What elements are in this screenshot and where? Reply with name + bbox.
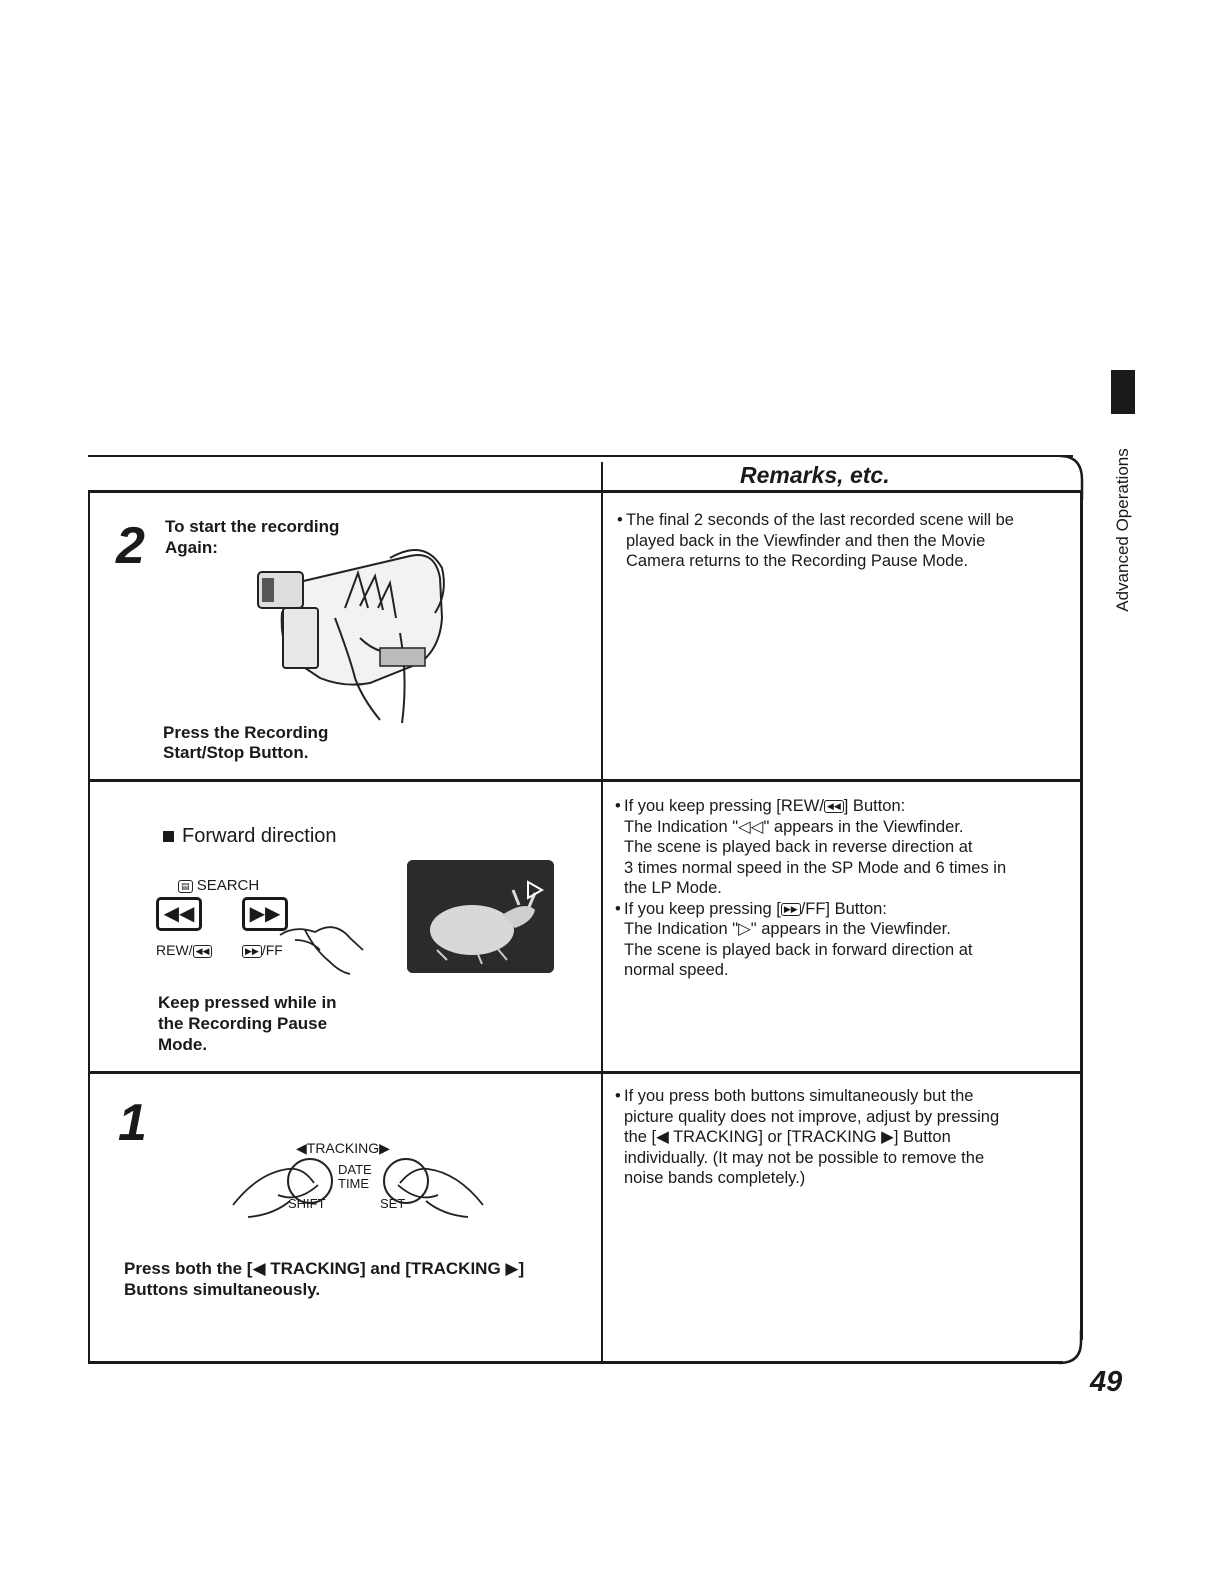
remark-line: normal speed. xyxy=(624,961,729,979)
square-bullet-icon xyxy=(163,831,174,842)
instruction-line-1: Press the Recording xyxy=(163,723,329,742)
section-tab-marker xyxy=(1111,370,1135,414)
date-label: DATE xyxy=(338,1162,372,1177)
rew-label: REW/ ◀◀ xyxy=(156,942,212,958)
search-icon: ◀◀ xyxy=(193,945,213,958)
rewind-icon: ◀◀ xyxy=(824,800,844,813)
row-divider-2 xyxy=(88,1071,1082,1074)
remark-line: 3 times normal speed in the SP Mode and 6 times in xyxy=(624,858,1007,877)
bullet: • xyxy=(615,797,621,815)
remark-line: The final 2 seconds of the last recorded scene will be xyxy=(626,511,1014,529)
shift-button-label[interactable]: SHIFT xyxy=(288,1196,326,1211)
instruction-line-2: Start/Stop Button. xyxy=(163,743,309,762)
forward-direction-heading: Forward direction xyxy=(163,825,337,848)
bullet: • xyxy=(615,1087,621,1105)
remark-line: picture quality does not improve, adjust by pressing xyxy=(624,1107,1000,1126)
rewind-icon: ◀◀ xyxy=(163,903,195,925)
search-icon: ▤ xyxy=(178,880,193,893)
bullet: • xyxy=(615,899,621,918)
remark-line: The scene is played back in forward direction at xyxy=(624,940,973,959)
remark-line: played back in the Viewfinder and then the Movie xyxy=(626,531,986,550)
remark-line: Camera returns to the Recording Pause Mode. xyxy=(626,552,969,570)
remark-line: individually. (It may not be possible to remove the xyxy=(624,1148,985,1167)
ff-label: ▶▶ /FF xyxy=(242,942,283,958)
step-title-line-2: Again: xyxy=(165,538,218,557)
camcorder-illustration xyxy=(250,538,460,723)
remark-line: The Indication "◁◁" appears in the Viewfinder. xyxy=(624,817,964,836)
page-number: 49 xyxy=(1090,1366,1123,1398)
search-icon: ▶▶ xyxy=(242,945,262,958)
row-divider-1 xyxy=(88,779,1082,782)
table-right-border xyxy=(1080,490,1083,1340)
table-right-corner-bottom xyxy=(1055,1330,1085,1366)
step-number-2: 2 xyxy=(116,517,145,575)
time-label: TIME xyxy=(338,1176,370,1191)
section-tab-label: Advanced Operations xyxy=(1113,448,1132,612)
remarks-header: Remarks, etc. xyxy=(740,462,890,488)
set-button-label[interactable]: SET xyxy=(380,1196,406,1211)
step-number-1: 1 xyxy=(118,1094,147,1152)
pressing-hand-icon xyxy=(275,910,370,980)
remark-line: The Indication "▷" appears in the Viewfinder. xyxy=(624,920,951,938)
column-divider xyxy=(601,462,603,1362)
step-title-line-1: To start the recording xyxy=(165,517,340,536)
table-bottom-rule xyxy=(88,1361,1063,1364)
remark-line: the LP Mode. xyxy=(624,879,722,897)
bullet: • xyxy=(617,511,623,529)
remark-line: the [◀ TRACKING] or [TRACKING ▶] Button xyxy=(624,1128,951,1146)
instruction-line-2: the Recording Pause xyxy=(158,1014,328,1033)
remark-row3: • If you press both buttons simultaneously but the picture quality does not improve, adjust by pressing the [◀ TRACKING] or [TRACKING ▶] Button individually. (It may not be possible to remove the noise bands completely.) xyxy=(624,1086,1064,1189)
fast-forward-icon: ▶▶ xyxy=(781,903,801,916)
remark-row1 xyxy=(617,510,1066,572)
remark-line: The scene is played back in reverse direction at xyxy=(624,838,973,856)
instruction-line-2: Buttons simultaneously. xyxy=(124,1280,321,1299)
table-right-corner-top xyxy=(1060,455,1090,500)
instruction-line-1: Press both the [◀ TRACKING] and [TRACKING ▶] xyxy=(124,1259,525,1278)
table-top-rule xyxy=(88,455,1073,457)
tracking-label: ◀TRACKING▶ xyxy=(296,1140,390,1156)
remark-line: noise bands completely.) xyxy=(624,1169,806,1187)
remark-row2: • If you keep pressing [REW/ ◀◀ ] Button: The Indication "◁◁" appears in the Viewfinder. The scene is played back in reverse direction at 3 times normal speed in the SP Mode and 6 times in the LP Mode. • If you keep pressing [ ▶▶ /FF] Button: The Indication "▷" appears in the Viewfinder. The scene is played back in forward direction at normal speed. xyxy=(624,796,1064,981)
rew-button[interactable] xyxy=(156,897,202,931)
instruction-line-1: Keep pressed while in xyxy=(158,993,337,1012)
instruction-line-3: Mode. xyxy=(158,1035,208,1054)
viewfinder-picture xyxy=(407,860,554,973)
fast-forward-icon: ▶▶ xyxy=(249,903,281,925)
search-label: ▤ SEARCH xyxy=(178,877,259,894)
table-left-border xyxy=(88,490,90,1363)
header-rule xyxy=(88,490,1083,493)
